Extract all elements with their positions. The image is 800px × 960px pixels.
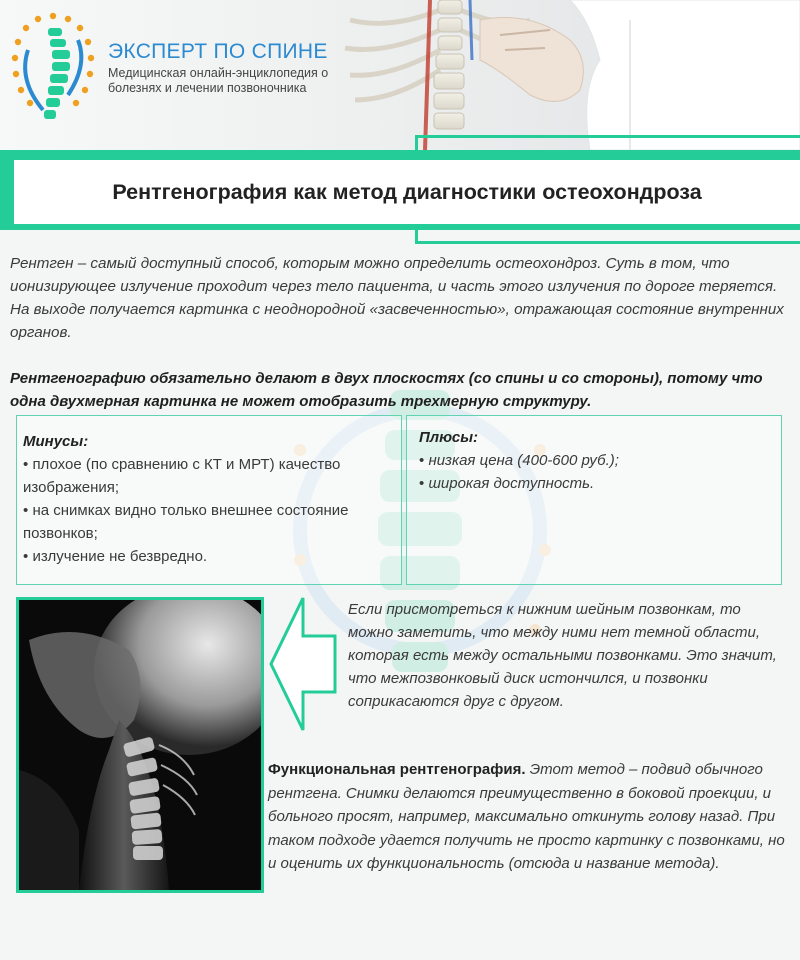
pros-item-text: широкая доступность. <box>428 475 595 492</box>
decorative-line-bottom <box>415 230 800 244</box>
pros-box <box>406 415 782 585</box>
cons-item-text: на снимках видно только внешнее состояние позвонков; <box>23 502 349 542</box>
bullet-icon: • <box>23 548 29 565</box>
pros-item <box>419 472 781 495</box>
spine-logo-icon <box>8 10 98 130</box>
xray-observation-text: Если присмотреться к нижним шейным позвонкам, то можно заметить, что между ними нет темной области, которая есть между остальными позвонками. Это значит, что межпозвонковый диск истончился, и позвонки соприкасаются друг с другом. <box>348 601 777 710</box>
intro-paragraph: Рентген – самый доступный способ, которым можно определить остеохондроз. Суть в том, что ионизирующее излучение проходит через тело пациента, и часть этого излучения по дороге теряется. На выходе получается картинка с неоднородной «засвеченностью», отражающая состояние внутренних органов. <box>10 255 784 341</box>
bullet-icon: • <box>419 475 425 492</box>
decorative-line-top <box>415 135 800 150</box>
cons-item-text: излучение не безвредно. <box>32 548 208 565</box>
brand-subtitle: Медицинская онлайн-энциклопедия о болезнях и лечении позвоночника <box>108 66 329 95</box>
cons-item <box>23 499 401 545</box>
two-planes-note: Рентгенографию обязательно делают в двух плоскостях (со спины и со стороны), потому что одна двухмерная картинка не может отобразить трехмерную структуру. <box>10 370 763 410</box>
xray-illustration <box>19 600 261 890</box>
cons-heading: Минусы: <box>23 433 89 450</box>
cons-box <box>16 415 402 585</box>
skeleton-illustration <box>330 0 800 150</box>
page-title: Рентгенография как метод диагностики остеохондроза <box>112 179 702 204</box>
title-panel <box>14 160 800 224</box>
bullet-icon: • <box>419 452 425 469</box>
site-header <box>0 0 800 150</box>
cons-item <box>23 453 401 499</box>
functional-xray-paragraph <box>268 758 790 876</box>
cons-item-text: плохое (по сравнению с КТ и МРТ) качество изображения; <box>23 456 341 496</box>
left-arrow-icon <box>268 594 338 734</box>
pros-item <box>419 449 781 472</box>
bullet-icon: • <box>23 502 29 519</box>
pros-item-text: низкая цена (400-600 руб.); <box>428 452 619 469</box>
functional-heading: Функциональная рентгенография. <box>268 761 526 778</box>
pros-heading: Плюсы: <box>419 429 479 446</box>
cons-item <box>23 545 401 568</box>
brand-title[interactable]: ЭКСПЕРТ ПО СПИНЕ <box>108 40 328 63</box>
bullet-icon: • <box>23 456 29 473</box>
cervical-xray-image <box>16 597 264 893</box>
functional-body: Этот метод – подвид обычного рентгена. Снимки делаются преимущественно в боковой проекции, и больного просят, например, максимально откинуть голову назад. При таком подходе удается получить не просто картинку с позвонками, но и оценить их функциональность (отсюда и название метода). <box>268 761 785 872</box>
